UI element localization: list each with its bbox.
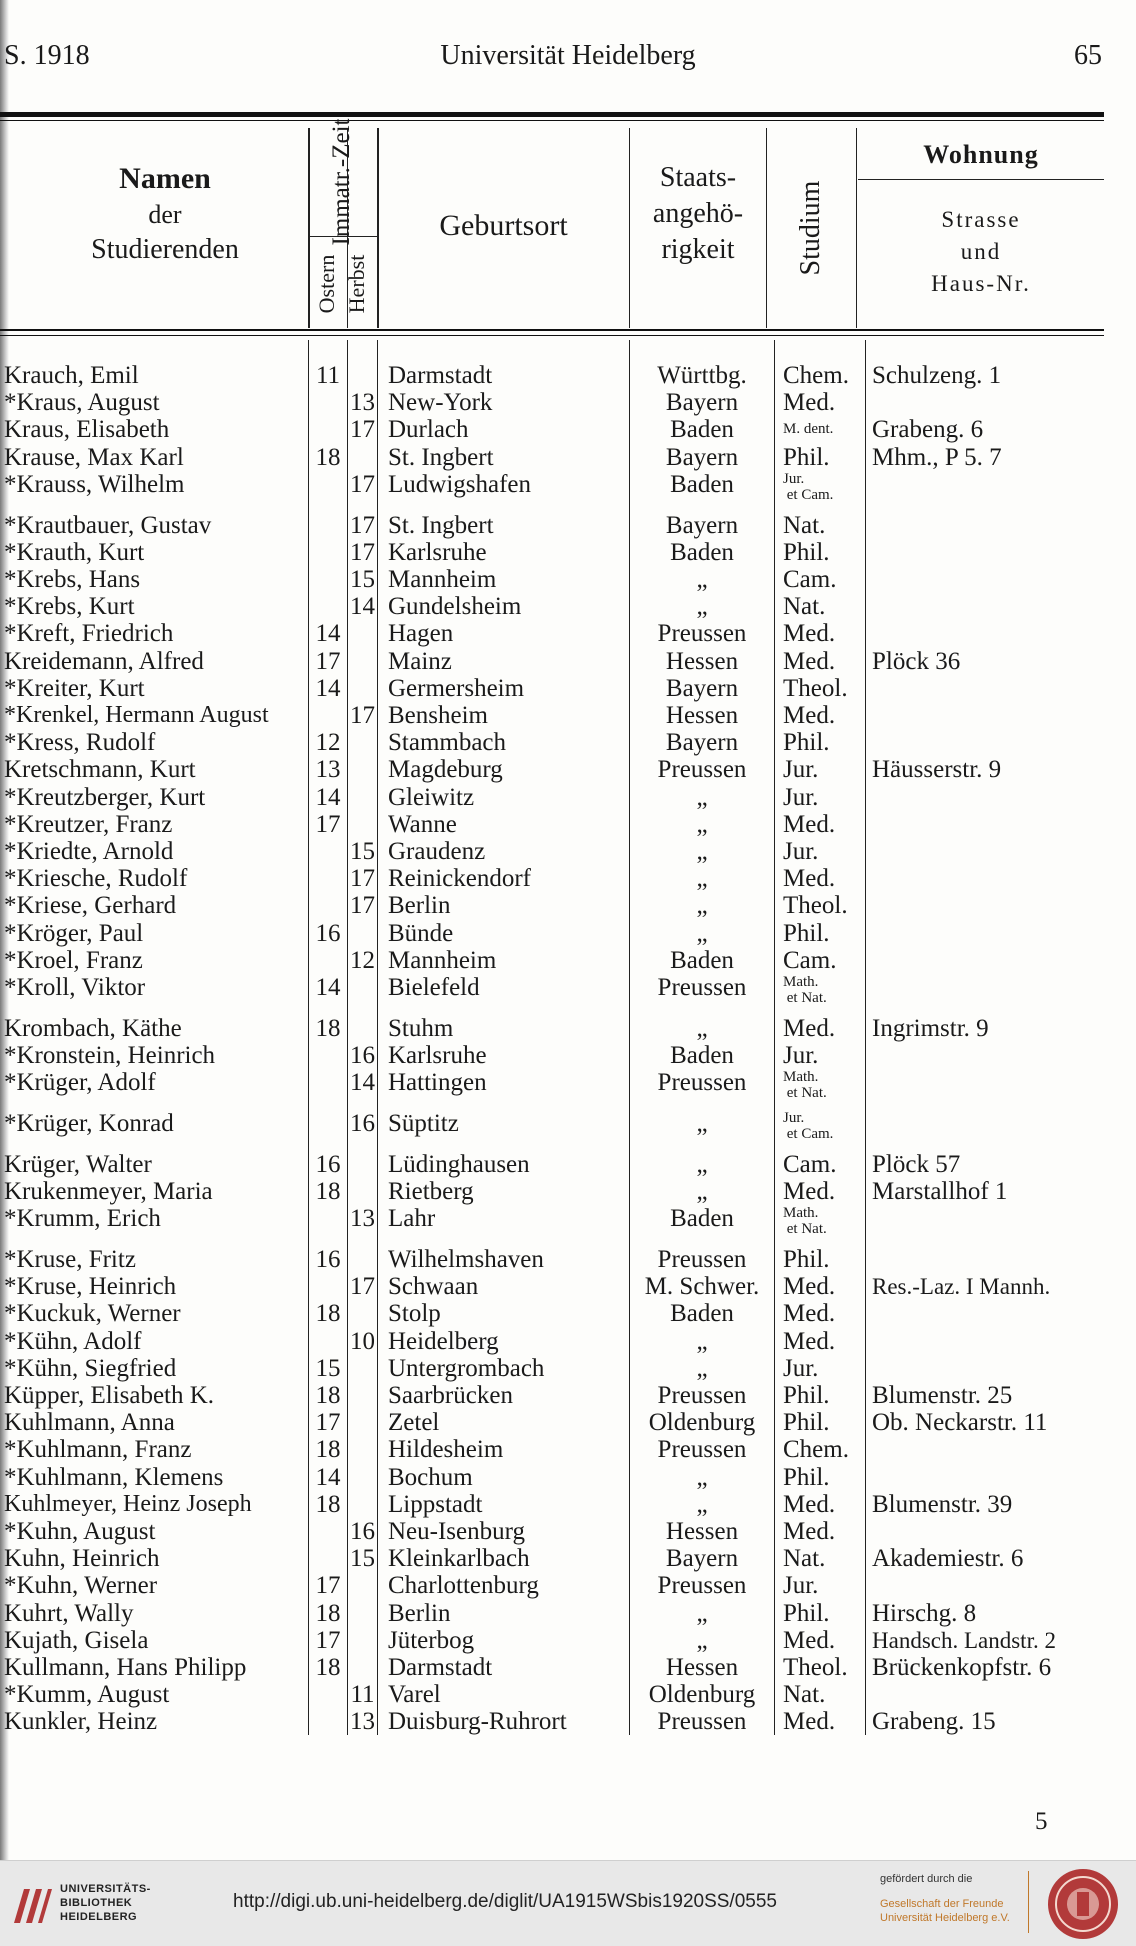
birthplace: Heidelberg xyxy=(388,1327,499,1355)
birthplace: Karlsruhe xyxy=(388,1042,487,1069)
birthplace: Lahr xyxy=(388,1205,436,1233)
nationality: Hessen xyxy=(665,1518,739,1545)
immatr-ostern: 16 xyxy=(315,1150,341,1178)
student-name: *Krebs, Hans xyxy=(4,566,141,593)
field-of-study: Phil. xyxy=(783,1599,830,1627)
nationality: Bayern xyxy=(665,443,739,471)
student-name: Kretschmann, Kurt xyxy=(4,756,196,784)
header-staat-line3: rigkeit xyxy=(661,233,735,265)
field-of-study: Med. xyxy=(783,702,836,729)
header-staat-line1: Staats- xyxy=(659,162,737,193)
nationality: Bayern xyxy=(665,389,739,417)
immatr-ostern: 17 xyxy=(315,647,341,675)
nationality: Preussen xyxy=(657,1572,747,1600)
immatr-ostern: 18 xyxy=(315,1654,341,1681)
nationality: Baden xyxy=(670,1300,734,1328)
nationality: Oldenburg xyxy=(648,1681,756,1709)
immatr-herbst: 15 xyxy=(350,1545,375,1573)
nationality: Hessen xyxy=(665,702,739,729)
field-of-study: Phil. xyxy=(783,1463,830,1491)
nationality: „ xyxy=(696,1150,708,1178)
header-bottom-rule-thin xyxy=(0,335,1104,336)
immatr-ostern: 18 xyxy=(315,1599,341,1627)
header-geburtsort: Geburtsort xyxy=(439,209,568,242)
nationality: Preussen xyxy=(657,974,747,1001)
field-of-study: Nat. xyxy=(783,1545,826,1573)
signature-number: 5 xyxy=(1035,1808,1048,1835)
immatr-ostern: 18 xyxy=(315,443,341,471)
field-of-study: Nat. xyxy=(783,511,826,539)
header-strasse-line2: und xyxy=(960,239,1002,265)
birthplace: Magdeburg xyxy=(388,756,503,784)
header-names-line1: Namen xyxy=(119,162,211,195)
header-names xyxy=(20,160,310,267)
student-name: Kuhlmann, Anna xyxy=(4,1409,175,1437)
birthplace: St. Ingbert xyxy=(388,511,494,539)
field-of-study: Theol. xyxy=(783,674,848,702)
birthplace: Rietberg xyxy=(388,1178,474,1205)
student-name: *Kröger, Paul xyxy=(4,919,144,947)
birthplace: Durlach xyxy=(388,416,469,444)
immatr-herbst: 16 xyxy=(350,1042,375,1069)
field-of-study: Jur. et Cam. xyxy=(783,1110,834,1142)
student-name: *Krumm, Erich xyxy=(4,1205,161,1233)
birthplace: Lüdinghausen xyxy=(388,1150,530,1178)
residence: Grabeng. 15 xyxy=(872,1708,996,1736)
immatr-herbst: 10 xyxy=(350,1327,375,1355)
student-name: *Krauss, Wilhelm xyxy=(4,470,185,498)
birthplace: Charlottenburg xyxy=(388,1572,539,1600)
student-name: *Kraus, August xyxy=(4,389,160,417)
nationality: „ xyxy=(696,919,708,947)
immatr-ostern: 18 xyxy=(315,1436,341,1464)
nationality: „ xyxy=(696,783,708,811)
immatr-ostern: 14 xyxy=(315,1463,341,1491)
immatr-ostern: 14 xyxy=(315,783,341,811)
sponsor-label: gefördert durch die xyxy=(880,1873,973,1885)
student-name: *Kreft, Friedrich xyxy=(4,620,174,648)
birthplace: New-York xyxy=(388,389,493,417)
immatr-herbst: 16 xyxy=(350,1518,375,1545)
immatr-herbst: 14 xyxy=(350,1069,375,1097)
residence: Brückenkopfstr. 6 xyxy=(872,1654,1052,1681)
immatr-ostern: 18 xyxy=(315,1178,341,1205)
immatr-herbst: 17 xyxy=(350,865,375,893)
nationality: „ xyxy=(696,1463,708,1491)
permalink-url[interactable]: http://digi.ub.uni-heidelberg.de/diglit/UA1915WSbis1920SS/0555 xyxy=(233,1891,777,1912)
nationality: „ xyxy=(696,1178,708,1205)
birthplace: Duisburg-Ruhrort xyxy=(388,1708,567,1736)
student-name: *Kühn, Adolf xyxy=(4,1327,142,1355)
student-name: *Kreiter, Kurt xyxy=(4,674,145,702)
immatr-herbst: 17 xyxy=(350,511,375,539)
field-of-study: Med. xyxy=(783,1014,836,1042)
birthplace: Bünde xyxy=(388,919,454,947)
birthplace: Zetel xyxy=(388,1409,440,1437)
student-name: Krause, Max Karl xyxy=(4,443,184,471)
birthplace: Darmstadt xyxy=(388,362,493,389)
birthplace: Gundelsheim xyxy=(388,593,522,621)
nationality: Baden xyxy=(670,1205,734,1233)
nationality: Baden xyxy=(670,470,734,498)
student-name: Kunkler, Heinz xyxy=(4,1708,158,1736)
nationality: „ xyxy=(696,593,708,621)
immatr-herbst: 15 xyxy=(350,838,375,865)
sponsor-name-line2: Universität Heidelberg e.V. xyxy=(880,1912,1010,1924)
field-of-study: Med. xyxy=(783,1327,836,1355)
library-name-line2: BIBLIOTHEK xyxy=(60,1897,133,1909)
field-of-study: Med. xyxy=(783,1708,836,1736)
birthplace: Hattingen xyxy=(388,1069,487,1097)
field-of-study: Nat. xyxy=(783,593,826,621)
body-divider-studium xyxy=(865,340,866,1735)
immatr-ostern: 17 xyxy=(315,1572,341,1600)
student-name: *Kress, Rudolf xyxy=(4,729,156,757)
residence: Ingrimstr. 9 xyxy=(872,1014,989,1042)
birthplace: Schwaan xyxy=(388,1273,479,1301)
nationality: Preussen xyxy=(657,1382,747,1409)
immatr-ostern: 11 xyxy=(315,362,341,389)
birthplace: Kleinkarlbach xyxy=(388,1545,530,1573)
student-name: Krauch, Emil xyxy=(4,362,139,389)
birthplace: Berlin xyxy=(388,892,451,920)
student-name: *Krenkel, Hermann August xyxy=(4,702,269,728)
field-of-study: Chem. xyxy=(783,1436,849,1464)
student-name: *Kuckuk, Werner xyxy=(4,1300,181,1328)
col-divider-staat xyxy=(766,128,767,328)
nationality: Baden xyxy=(670,1042,734,1069)
student-name: Kraus, Elisabeth xyxy=(4,416,170,444)
nationality: Bayern xyxy=(665,511,739,539)
nationality: Hessen xyxy=(665,647,739,675)
field-of-study: Math. et Nat. xyxy=(783,974,827,1006)
nationality: „ xyxy=(696,1626,708,1654)
field-of-study: Phil. xyxy=(783,538,830,566)
nationality: „ xyxy=(696,566,708,593)
residence: Akademiestr. 6 xyxy=(872,1545,1024,1573)
header-names-line3: Studierenden xyxy=(91,233,239,265)
immatr-ostern: 16 xyxy=(315,1246,341,1273)
field-of-study: Phil. xyxy=(783,1382,830,1409)
birthplace: Saarbrücken xyxy=(388,1382,513,1409)
birthplace: Berlin xyxy=(388,1599,451,1627)
nationality: „ xyxy=(696,892,708,920)
immatr-herbst: 17 xyxy=(350,1273,375,1301)
birthplace: Hagen xyxy=(388,620,454,648)
birthplace: Bochum xyxy=(388,1463,473,1491)
field-of-study: Jur. xyxy=(783,1572,819,1600)
residence: Marstallhof 1 xyxy=(872,1178,1008,1205)
immatr-ostern: 18 xyxy=(315,1300,341,1328)
birthplace: Süptitz xyxy=(388,1110,459,1137)
field-of-study: Jur. xyxy=(783,1354,819,1382)
birthplace: Darmstadt xyxy=(388,1654,493,1681)
wohnung-divider xyxy=(858,179,1104,180)
student-name: Krüger, Walter xyxy=(4,1150,152,1178)
header-ostern: Ostern xyxy=(314,254,339,314)
residence: Grabeng. 6 xyxy=(872,416,984,444)
nationality: „ xyxy=(696,865,708,893)
immatr-herbst: 13 xyxy=(350,389,375,417)
birthplace: Ludwigshafen xyxy=(388,470,532,498)
nationality: „ xyxy=(696,838,708,865)
field-of-study: Jur. xyxy=(783,756,819,784)
field-of-study: Med. xyxy=(783,865,836,893)
field-of-study: M. dent. xyxy=(783,421,834,438)
student-name: Kujath, Gisela xyxy=(4,1626,149,1654)
student-name: *Kroll, Viktor xyxy=(4,974,146,1001)
header-bottom-rule xyxy=(0,329,1104,331)
immatr-ostern: 15 xyxy=(315,1354,341,1382)
residence: Plöck 36 xyxy=(872,647,961,675)
nationality: Preussen xyxy=(657,1069,747,1097)
nationality: Preussen xyxy=(657,1246,747,1273)
student-name: *Krautbauer, Gustav xyxy=(4,511,212,539)
immatr-herbst: 13 xyxy=(350,1708,375,1736)
student-name: Kullmann, Hans Philipp xyxy=(4,1654,247,1681)
immatr-ostern: 12 xyxy=(315,729,341,757)
student-name: *Krauth, Kurt xyxy=(4,538,145,566)
nationality: Preussen xyxy=(657,756,747,784)
immatr-herbst: 17 xyxy=(350,470,375,498)
header-staat-line2: angehö- xyxy=(652,197,744,229)
field-of-study: Jur. xyxy=(783,838,819,865)
field-of-study: Med. xyxy=(783,1490,836,1518)
field-of-study: Phil. xyxy=(783,919,830,947)
birthplace: Reinickendorf xyxy=(388,865,532,893)
birthplace: Stuhm xyxy=(388,1014,454,1042)
field-of-study: Phil. xyxy=(783,729,830,757)
immatr-ostern: 18 xyxy=(315,1490,341,1518)
residence: Res.-Laz. I Mannh. xyxy=(872,1274,1051,1300)
nationality: „ xyxy=(696,1327,708,1355)
student-name: *Krebs, Kurt xyxy=(4,593,135,621)
birthplace: Wilhelmshaven xyxy=(388,1246,544,1273)
student-name: *Kriese, Gerhard xyxy=(4,892,177,920)
student-name: *Kroel, Franz xyxy=(4,946,143,974)
header-studium: Studium xyxy=(795,180,826,276)
nationality: Württbg. xyxy=(657,362,747,389)
birthplace: Jüterbog xyxy=(388,1626,475,1654)
nationality: Bayern xyxy=(665,674,739,702)
sponsor-separator xyxy=(1028,1871,1029,1933)
field-of-study: Med. xyxy=(783,1300,836,1328)
student-name: *Kühn, Siegfried xyxy=(4,1354,177,1382)
immatr-herbst: 14 xyxy=(350,593,375,621)
nationality: „ xyxy=(696,1490,708,1518)
immatr-herbst: 17 xyxy=(350,416,375,444)
header-immatr: Immatr.-Zeit xyxy=(328,118,355,246)
residence: Ob. Neckarstr. 11 xyxy=(872,1409,1048,1437)
field-of-study: Med. xyxy=(783,810,836,838)
field-of-study: Jur. et Cam. xyxy=(783,470,834,503)
field-of-study: Phil. xyxy=(783,1246,830,1273)
nationality: Baden xyxy=(670,538,734,566)
student-name: *Krüger, Adolf xyxy=(4,1069,156,1097)
student-name: *Kuhlmann, Franz xyxy=(4,1436,192,1464)
residence: Schulzeng. 1 xyxy=(872,362,1002,389)
field-of-study: Math. et Nat. xyxy=(783,1205,827,1238)
nationality: Hessen xyxy=(665,1654,739,1681)
immatr-herbst: 16 xyxy=(350,1110,375,1137)
birthplace: Varel xyxy=(388,1681,441,1709)
header-strasse xyxy=(857,204,1105,301)
nationality: „ xyxy=(696,1014,708,1042)
student-name: Kuhn, Heinrich xyxy=(4,1545,160,1573)
running-head-title: Universität Heidelberg xyxy=(440,40,696,71)
student-name: *Krüger, Konrad xyxy=(4,1110,174,1137)
nationality: Preussen xyxy=(657,620,747,648)
student-name: *Kuhn, Werner xyxy=(4,1572,158,1600)
immatr-herbst: 17 xyxy=(350,702,375,729)
birthplace: Stammbach xyxy=(388,729,507,757)
nationality: Baden xyxy=(670,946,734,974)
student-name: Krukenmeyer, Maria xyxy=(4,1178,213,1205)
student-name: *Kruse, Fritz xyxy=(4,1246,136,1273)
nationality: Bayern xyxy=(665,1545,739,1573)
immatr-herbst: 17 xyxy=(350,538,375,566)
field-of-study: Math. et Nat. xyxy=(783,1069,827,1102)
header-top-rule-thin xyxy=(0,120,1104,121)
student-name: *Kumm, August xyxy=(4,1681,170,1709)
sponsor-name-line1: Gesellschaft der Freunde xyxy=(880,1898,1004,1910)
birthplace: Bielefeld xyxy=(388,974,480,1001)
library-logo-icon xyxy=(10,1883,54,1927)
field-of-study: Med. xyxy=(783,1518,836,1545)
body-divider-staat xyxy=(774,340,775,1735)
field-of-study: Med. xyxy=(783,1273,836,1301)
library-name-line3: HEIDELBERG xyxy=(60,1911,138,1923)
immatr-herbst: 13 xyxy=(350,1205,375,1233)
residence: Hirschg. 8 xyxy=(872,1599,977,1627)
nationality: Preussen xyxy=(657,1708,747,1736)
immatr-ostern: 14 xyxy=(315,974,341,1001)
immatr-ostern: 17 xyxy=(315,810,341,838)
field-of-study: Cam. xyxy=(783,1150,837,1178)
immatr-ostern: 18 xyxy=(315,1382,341,1409)
running-head-page-number: 65 xyxy=(1074,40,1102,71)
birthplace: Neu-Isenburg xyxy=(388,1518,525,1545)
nationality: Oldenburg xyxy=(648,1409,756,1437)
birthplace: Lippstadt xyxy=(388,1490,483,1518)
immatr-ostern: 14 xyxy=(315,674,341,702)
field-of-study: Theol. xyxy=(783,1654,848,1681)
viewer-footer-bar xyxy=(0,1860,1136,1946)
field-of-study: Med. xyxy=(783,389,836,417)
residence: Plöck 57 xyxy=(872,1150,961,1178)
birthplace: Gleiwitz xyxy=(388,783,475,811)
header-strasse-line1: Strasse xyxy=(941,207,1021,232)
birthplace: Karlsruhe xyxy=(388,538,487,566)
residence: Mhm., P 5. 7 xyxy=(872,443,1002,471)
field-of-study: Nat. xyxy=(783,1681,826,1709)
immatr-ostern: 14 xyxy=(315,620,341,648)
immatr-ostern: 17 xyxy=(315,1626,341,1654)
immatr-herbst: 15 xyxy=(350,566,375,593)
nationality: Preussen xyxy=(657,1436,747,1464)
field-of-study: Med. xyxy=(783,620,836,648)
residence: Blumenstr. 39 xyxy=(872,1490,1013,1518)
birthplace: Wanne xyxy=(388,810,457,838)
field-of-study: Phil. xyxy=(783,443,830,471)
birthplace: Hildesheim xyxy=(388,1436,504,1464)
header-staatsangehoerigkeit xyxy=(630,160,766,267)
student-name: Kreidemann, Alfred xyxy=(4,647,204,675)
header-wohnung: Wohnung xyxy=(923,140,1039,169)
student-name: Küpper, Elisabeth K. xyxy=(4,1382,215,1409)
student-name: Kuhlmeyer, Heinz Joseph xyxy=(4,1490,252,1517)
field-of-study: Jur. xyxy=(783,783,819,811)
residence: Häusserstr. 9 xyxy=(872,756,1002,784)
field-of-study: Phil. xyxy=(783,1409,830,1437)
header-names-line2: der xyxy=(148,200,182,230)
nationality: „ xyxy=(696,1110,708,1137)
immatr-ostern: 13 xyxy=(315,756,341,784)
immatr-ostern: 18 xyxy=(315,1014,341,1042)
immatr-herbst: 12 xyxy=(350,946,375,974)
nationality: Bayern xyxy=(665,729,739,757)
birthplace: St. Ingbert xyxy=(388,443,494,471)
student-name: *Kreutzer, Franz xyxy=(4,810,173,838)
birthplace: Germersheim xyxy=(388,674,525,702)
birthplace: Mannheim xyxy=(388,566,497,593)
student-name: *Kuhlmann, Klemens xyxy=(4,1463,224,1491)
student-name: Kuhrt, Wally xyxy=(4,1599,134,1627)
nationality: „ xyxy=(696,1599,708,1627)
student-name: *Kriesche, Rudolf xyxy=(4,865,188,893)
nationality: M. Schwer. xyxy=(644,1273,760,1301)
immatr-herbst: 17 xyxy=(350,892,375,920)
nationality: „ xyxy=(696,810,708,838)
header-herbst: Herbst xyxy=(344,254,369,314)
header-top-rule xyxy=(0,112,1104,117)
student-name: *Kuhn, August xyxy=(4,1518,156,1545)
running-head-left: S. 1918 xyxy=(4,40,90,71)
student-name: *Kriedte, Arnold xyxy=(4,838,174,865)
field-of-study: Jur. xyxy=(783,1042,819,1069)
field-of-study: Med. xyxy=(783,647,836,675)
immatr-ostern: 17 xyxy=(315,1409,341,1437)
field-of-study: Cam. xyxy=(783,566,837,593)
student-name: Krombach, Käthe xyxy=(4,1014,182,1042)
field-of-study: Chem. xyxy=(783,362,849,389)
birthplace: Mainz xyxy=(388,647,452,675)
university-seal-icon xyxy=(1046,1867,1120,1941)
nationality: Baden xyxy=(670,416,734,444)
residence: Blumenstr. 25 xyxy=(872,1382,1013,1409)
nationality: „ xyxy=(696,1354,708,1382)
library-name-line1: UNIVERSITÄTS- xyxy=(60,1883,151,1895)
birthplace: Stolp xyxy=(388,1300,441,1328)
immatr-herbst: 11 xyxy=(350,1681,375,1709)
student-name: *Kruse, Heinrich xyxy=(4,1273,177,1301)
header-strasse-line3: Haus-Nr. xyxy=(931,271,1031,297)
birthplace: Untergrombach xyxy=(388,1354,545,1382)
birthplace: Bensheim xyxy=(388,702,488,729)
field-of-study: Med. xyxy=(783,1626,836,1654)
residence: Handsch. Landstr. 2 xyxy=(872,1627,1056,1653)
immatr-ostern: 16 xyxy=(315,919,341,947)
field-of-study: Theol. xyxy=(783,892,848,920)
body-divider-herbst xyxy=(377,340,378,1735)
student-name: *Kreutzberger, Kurt xyxy=(4,783,206,811)
student-name: *Kronstein, Heinrich xyxy=(4,1042,216,1069)
field-of-study: Cam. xyxy=(783,946,837,974)
field-of-study: Med. xyxy=(783,1178,836,1205)
birthplace: Mannheim xyxy=(388,946,497,974)
birthplace: Graudenz xyxy=(388,838,486,865)
